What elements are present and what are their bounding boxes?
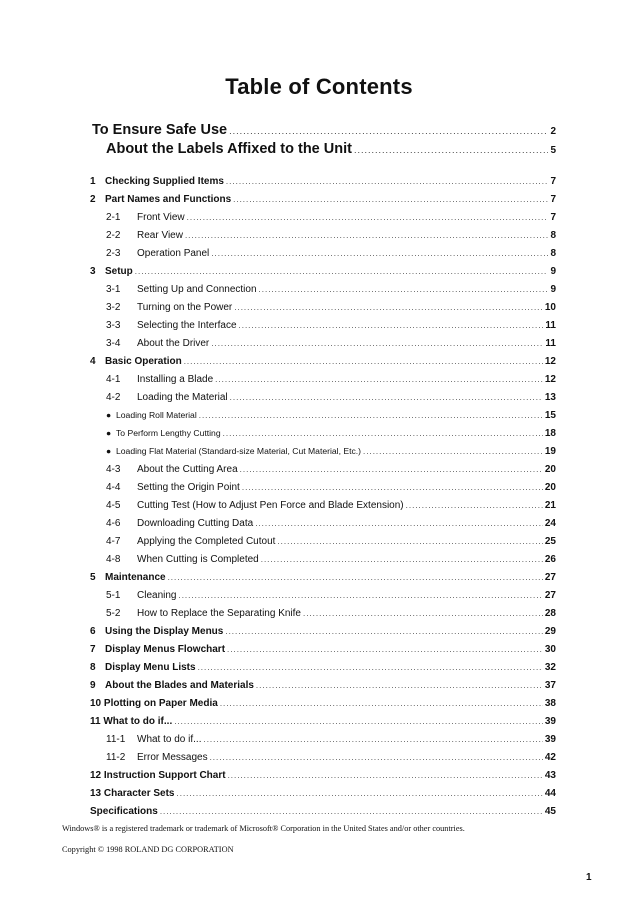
- toc-entry-page: 9: [550, 266, 556, 277]
- toc-entry-label: [106, 320, 237, 331]
- toc-entry-page: 45: [544, 806, 556, 817]
- toc-entry-title: About the Blades and Materials: [105, 680, 254, 691]
- toc-entry-page: 7: [550, 212, 556, 223]
- toc-entry[interactable]: [90, 806, 556, 817]
- toc-entry[interactable]: [106, 320, 556, 331]
- toc-entry-page: 38: [544, 698, 556, 709]
- toc-entry-title: When Cutting is Completed: [137, 554, 259, 565]
- toc-entry-page: 21: [544, 500, 556, 511]
- toc-entry-page: 7: [550, 176, 556, 187]
- toc-entry-page: 11: [545, 320, 556, 331]
- toc-entry-title: About the Labels Affixed to the Unit: [106, 141, 352, 157]
- toc-entry-number: 4-6: [106, 518, 121, 529]
- toc-entry-title: Selecting the Interface: [137, 320, 237, 331]
- toc-entry-label: [90, 788, 175, 799]
- dot-leader: [160, 807, 543, 816]
- toc-entry-title: How to Replace the Separating Knife: [137, 608, 301, 619]
- page-number: 1: [586, 872, 592, 883]
- dot-leader: [230, 393, 543, 402]
- toc-entry[interactable]: [106, 500, 556, 511]
- toc-entry-number: 2-3: [106, 248, 121, 259]
- toc-entry-title: Error Messages: [137, 752, 208, 763]
- dot-leader: [406, 501, 543, 510]
- toc-entry-page: 20: [544, 482, 556, 493]
- toc-entry[interactable]: [106, 482, 556, 493]
- toc-entry-label: [106, 302, 232, 313]
- toc-entry-label: [90, 572, 166, 583]
- dot-leader: [187, 213, 549, 222]
- toc-entry-label: [106, 734, 201, 745]
- toc-entry[interactable]: [90, 788, 556, 799]
- toc-entry-label: [106, 338, 209, 349]
- toc-entry-title: To Perform Lengthy Cutting: [116, 428, 221, 438]
- toc-entry-title: 10 Plotting on Paper Media: [90, 698, 218, 709]
- toc-entry-page: 11: [545, 338, 556, 349]
- toc-entry-title: Basic Operation: [105, 356, 182, 367]
- toc-entry-label: [106, 392, 228, 403]
- toc-entry-page: 37: [544, 680, 556, 691]
- toc-entry-label: [106, 590, 176, 601]
- toc-entry-title: About the Cutting Area: [137, 464, 238, 475]
- toc-entry-label: [106, 141, 352, 157]
- toc-entry-label: [90, 356, 182, 367]
- toc-entry-page: 27: [544, 572, 556, 583]
- toc-entry-number: 3-4: [106, 338, 121, 349]
- toc-entry-page: 29: [544, 626, 556, 637]
- toc-entry-page: 44: [544, 788, 556, 799]
- dot-leader: [242, 483, 543, 492]
- toc-entry-number: 4-5: [106, 500, 121, 511]
- toc-entry[interactable]: [106, 518, 556, 529]
- toc-entry-page: 12: [544, 356, 556, 367]
- toc-entry-page: 42: [544, 752, 556, 763]
- toc-entry-page: 18: [544, 428, 556, 439]
- toc-entry[interactable]: [90, 572, 556, 583]
- dot-leader: [220, 699, 543, 708]
- toc-entry-number: 2: [90, 194, 96, 205]
- toc-entry-page: 25: [544, 536, 556, 547]
- dot-leader: [199, 411, 543, 420]
- toc-entry-title: Display Menus Flowchart: [105, 644, 226, 655]
- toc-entry[interactable]: [90, 266, 556, 277]
- toc-entry-label: [90, 662, 196, 673]
- toc-entry[interactable]: [90, 716, 556, 727]
- toc-entry-page: 32: [544, 662, 556, 673]
- toc-entry-page: 43: [544, 770, 556, 781]
- toc-entry-title: Loading Flat Material (Standard-size Material, Cut Material, Etc.): [116, 446, 362, 456]
- toc-entry[interactable]: [90, 194, 556, 205]
- toc-entry[interactable]: [90, 626, 556, 637]
- toc-entry[interactable]: [106, 284, 556, 295]
- dot-leader: [185, 231, 548, 240]
- toc-entry-title: Part Names and Functions: [105, 194, 232, 205]
- toc-entry-title: About the Driver: [137, 338, 210, 349]
- dot-leader: [225, 627, 543, 636]
- toc-entry-page: 27: [544, 590, 556, 601]
- toc-entry-label: [106, 500, 404, 511]
- dot-leader: [255, 519, 543, 528]
- toc-entry-number: 11-2: [106, 752, 126, 763]
- dot-leader: [256, 681, 543, 690]
- toc-entry-number: 2-1: [106, 212, 121, 223]
- toc-entry-page: 24: [544, 518, 556, 529]
- dot-leader: [203, 735, 542, 744]
- toc-entry[interactable]: [106, 212, 556, 223]
- toc-entry-label: [106, 482, 240, 493]
- toc-entry-title: Maintenance: [105, 572, 166, 583]
- toc-entry-label: [106, 230, 183, 241]
- dot-leader: [227, 645, 543, 654]
- toc-entry-label: [90, 806, 158, 817]
- dot-leader: [135, 267, 549, 276]
- toc-entry-title: Cleaning: [137, 590, 177, 601]
- dot-leader: [234, 303, 543, 312]
- toc-entry[interactable]: [90, 770, 556, 781]
- toc-entry[interactable]: [106, 734, 556, 745]
- toc-entry-title: Installing a Blade: [137, 374, 214, 385]
- toc-entry-title: Specifications: [90, 806, 158, 817]
- toc-entry-label: [90, 770, 226, 781]
- toc-entry-page: 8: [550, 248, 556, 259]
- toc-entry-page: 12: [544, 374, 556, 385]
- dot-leader: [174, 717, 543, 726]
- toc-entry[interactable]: [106, 302, 556, 313]
- dot-leader: [233, 195, 548, 204]
- toc-entry-label: [106, 374, 213, 385]
- toc-entry-title: Loading Roll Material: [116, 410, 197, 420]
- toc-entry-page: 28: [544, 608, 556, 619]
- toc-entry-label: [90, 716, 172, 727]
- toc-entry-title: Turning on the Power: [137, 302, 233, 313]
- toc-entry[interactable]: [106, 608, 556, 619]
- toc-entry-number: 3-3: [106, 320, 121, 331]
- bullet-icon: ●: [106, 428, 112, 438]
- dot-leader: [168, 573, 543, 582]
- dot-leader: [184, 357, 543, 366]
- toc-entry-number: 11-1: [106, 734, 126, 745]
- dot-leader: [178, 591, 542, 600]
- dot-leader: [211, 339, 543, 348]
- toc-entry-label: [106, 554, 259, 565]
- toc-entry-label: [106, 446, 361, 456]
- toc-entry[interactable]: [106, 410, 556, 421]
- toc-entry-title: Using the Display Menus: [105, 626, 224, 637]
- dot-leader: [223, 429, 543, 438]
- trademark-note: Windows® is a registered trademark or trademark of Microsoft® Corporation in the United States and/or other countries.: [62, 824, 465, 833]
- toc-entry-page: 15: [544, 410, 556, 421]
- toc-entry[interactable]: [106, 392, 556, 403]
- toc-entry[interactable]: [106, 554, 556, 565]
- toc-entry-number: 4-3: [106, 464, 121, 475]
- dot-leader: [215, 375, 543, 384]
- dot-leader: [259, 285, 549, 294]
- toc-entry-page: 26: [544, 554, 556, 565]
- toc-entry-title: Downloading Cutting Data: [137, 518, 254, 529]
- toc-entry[interactable]: [90, 644, 556, 655]
- dot-leader: [239, 321, 544, 330]
- toc-entry[interactable]: [90, 680, 556, 691]
- dot-leader: [198, 663, 543, 672]
- toc-entry-page: 10: [544, 302, 556, 313]
- toc-entry-label: [106, 608, 301, 619]
- toc-entry-page: 5: [550, 145, 556, 156]
- toc-entry-title: Front View: [137, 212, 185, 223]
- dot-leader: [240, 465, 543, 474]
- toc-entry-page: 7: [550, 194, 556, 205]
- copyright-note: Copyright © 1998 ROLAND DG CORPORATION: [62, 845, 234, 854]
- toc-entry[interactable]: [106, 338, 556, 349]
- toc-entry[interactable]: [106, 536, 556, 547]
- toc-entry[interactable]: [90, 662, 556, 673]
- toc-entry[interactable]: [106, 464, 556, 475]
- bullet-icon: ●: [106, 446, 112, 456]
- toc-entry-number: 5-1: [106, 590, 121, 601]
- toc-entry-page: 13: [544, 392, 556, 403]
- toc-entry[interactable]: [92, 122, 556, 138]
- toc-entry-page: 9: [550, 284, 556, 295]
- toc-entry-title: 11 What to do if...: [90, 716, 173, 727]
- toc-entry-number: 3: [90, 266, 96, 277]
- toc-entry[interactable]: [106, 374, 556, 385]
- toc-entry-page: 39: [544, 716, 556, 727]
- toc-entry-title: Applying the Completed Cutout: [137, 536, 276, 547]
- toc-entry[interactable]: [106, 248, 556, 259]
- dot-leader: [363, 447, 543, 456]
- dot-leader: [177, 789, 543, 798]
- toc-entry-title: Operation Panel: [137, 248, 210, 259]
- toc-entry-number: 2-2: [106, 230, 121, 241]
- toc-entry-number: 4-8: [106, 554, 121, 565]
- toc-entry-number: 3-1: [106, 284, 121, 295]
- toc-entry-label: [90, 266, 133, 277]
- toc-entry-number: 7: [90, 644, 96, 655]
- dot-leader: [303, 609, 543, 618]
- toc-entry-label: [106, 752, 208, 763]
- toc-entry-number: 4-2: [106, 392, 121, 403]
- toc-entry-title: Setting Up and Connection: [137, 284, 257, 295]
- toc-entry[interactable]: [106, 446, 556, 457]
- toc-entry-page: 20: [544, 464, 556, 475]
- toc-entry-number: 5-2: [106, 608, 121, 619]
- toc-entry-label: [90, 680, 254, 691]
- toc-entry-label: [90, 626, 223, 637]
- toc-entry-page: 19: [544, 446, 556, 457]
- toc-entry-number: 1: [90, 176, 96, 187]
- toc-entry-number: 8: [90, 662, 96, 673]
- toc-entry-page: 39: [544, 734, 556, 745]
- toc-entry[interactable]: [90, 698, 556, 709]
- toc-entry[interactable]: [106, 230, 556, 241]
- toc-entry-page: 30: [544, 644, 556, 655]
- dot-leader: [229, 126, 548, 136]
- toc-entry-label: [90, 644, 225, 655]
- toc-entry-title: Display Menu Lists: [105, 662, 196, 673]
- toc-entry-title: Setup: [105, 266, 133, 277]
- toc-entry-label: [106, 284, 257, 295]
- dot-leader: [211, 249, 548, 258]
- toc-entry-label: [106, 428, 221, 438]
- dot-leader: [261, 555, 543, 564]
- toc-entry-label: [90, 176, 224, 187]
- toc-entry-title: Rear View: [137, 230, 183, 241]
- toc-entry-label: [106, 410, 197, 420]
- toc-entry-title: 13 Character Sets: [90, 788, 175, 799]
- toc-entry[interactable]: [106, 141, 556, 157]
- toc-entry[interactable]: [106, 590, 556, 601]
- toc-entry[interactable]: [106, 428, 556, 439]
- toc-entry-label: [106, 212, 185, 223]
- toc-entry-title: Setting the Origin Point: [137, 482, 240, 493]
- toc-entry-number: 4-1: [106, 374, 121, 385]
- bullet-icon: ●: [106, 410, 112, 420]
- toc-entry-label: [106, 464, 238, 475]
- toc-entry-label: [90, 698, 218, 709]
- toc-entry-title: What to do if...: [137, 734, 202, 745]
- toc-entry-label: [92, 122, 227, 138]
- dot-leader: [226, 177, 549, 186]
- toc-entry-title: Cutting Test (How to Adjust Pen Force and Blade Extension): [137, 500, 404, 511]
- toc-entry-label: [106, 518, 253, 529]
- dot-leader: [354, 145, 548, 155]
- toc-entry-number: 4-7: [106, 536, 121, 547]
- toc-entry[interactable]: [90, 176, 556, 187]
- toc-entry[interactable]: [106, 752, 556, 763]
- toc-entry-title: Loading the Material: [137, 392, 228, 403]
- toc-entry-number: 9: [90, 680, 96, 691]
- toc-entry-label: [106, 248, 209, 259]
- dot-leader: [228, 771, 543, 780]
- toc-entry[interactable]: [90, 356, 556, 367]
- toc-entry-page: 2: [550, 126, 556, 137]
- toc-entry-label: [106, 536, 275, 547]
- toc-entry-title: Checking Supplied Items: [105, 176, 224, 187]
- toc-entry-number: 4: [90, 356, 96, 367]
- toc-entry-number: 3-2: [106, 302, 121, 313]
- toc-entry-title: 12 Instruction Support Chart: [90, 770, 226, 781]
- page-title: Table of Contents: [225, 74, 413, 99]
- toc-entry-number: 6: [90, 626, 96, 637]
- toc-entry-number: 4-4: [106, 482, 121, 493]
- toc-entry-label: [90, 194, 231, 205]
- dot-leader: [210, 753, 543, 762]
- dot-leader: [277, 537, 542, 546]
- toc-entry-page: 8: [550, 230, 556, 241]
- toc-entry-title: To Ensure Safe Use: [92, 122, 228, 138]
- toc-entry-number: 5: [90, 572, 96, 583]
